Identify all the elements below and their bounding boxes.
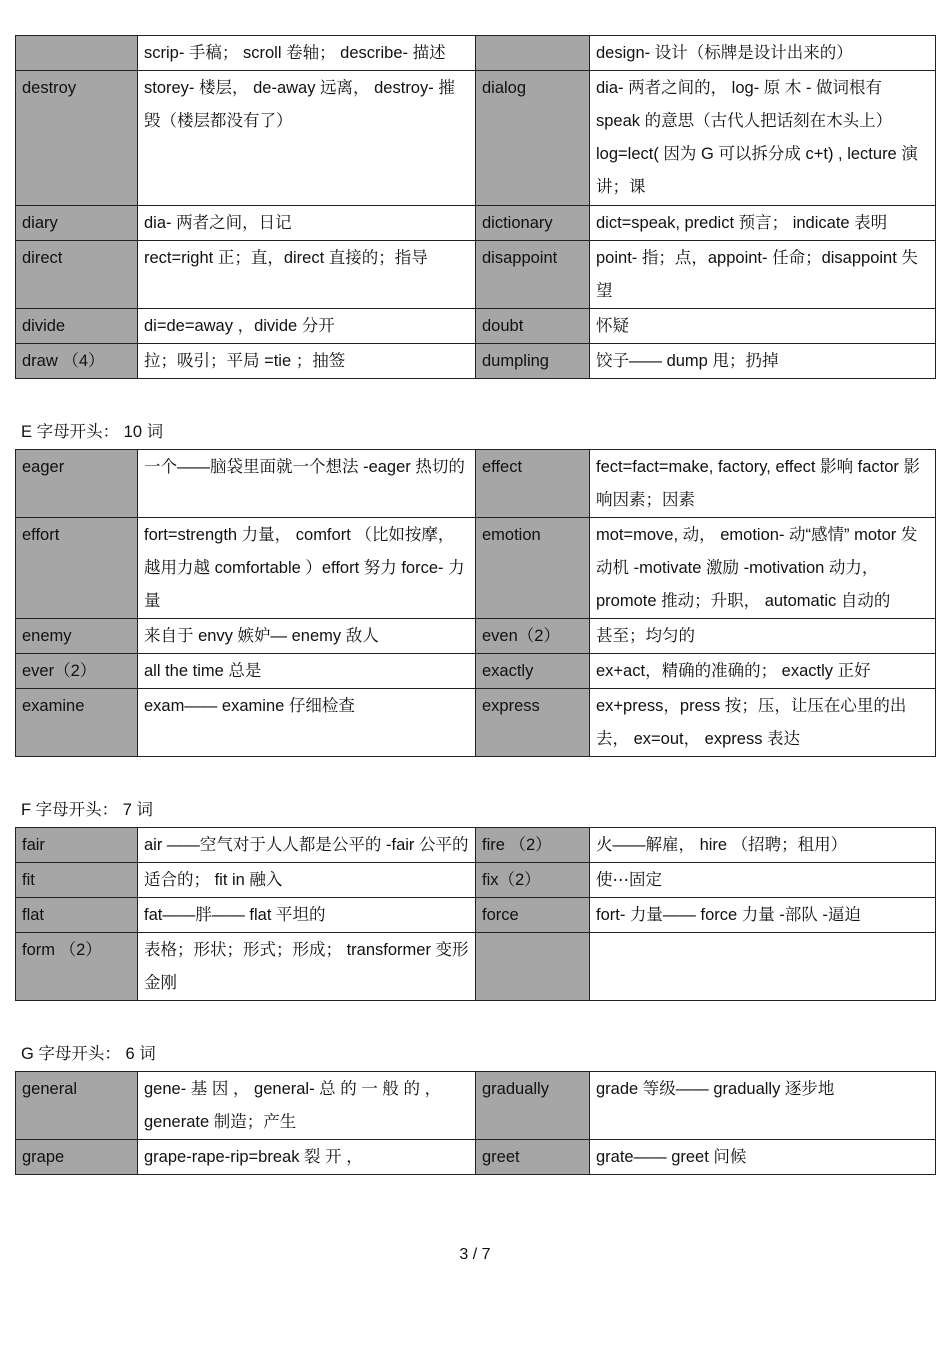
table-row — [16, 206, 936, 241]
word-cell: draw （4） — [16, 344, 138, 379]
word-cell: express — [476, 689, 590, 757]
word-cell: even（2） — [476, 619, 590, 654]
definition-cell: fat——胖—— flat 平坦的 — [138, 898, 476, 933]
word-cell: dictionary — [476, 206, 590, 241]
word-cell: direct — [16, 241, 138, 309]
word-cell: dialog — [476, 71, 590, 206]
word-cell: greet — [476, 1140, 590, 1175]
table-row — [16, 450, 936, 518]
definition-cell: fect=fact=make, factory, effect 影响 factor 影响因素；因素 — [590, 450, 936, 518]
definition-cell: storey- 楼层， de-away 远离， destroy- 摧毁（楼层都没有了） — [138, 71, 476, 206]
definition-cell: ex+act，精确的准确的； exactly 正好 — [590, 654, 936, 689]
definition-cell: grade 等级—— gradually 逐步地 — [590, 1072, 936, 1140]
definition-cell: 一个——脑袋里面就一个想法 -eager 热切的 — [138, 450, 476, 518]
vocab-table-f — [15, 827, 936, 1001]
section-title-g: G 字母开头： 6 词 — [21, 1045, 156, 1063]
table-row — [16, 828, 936, 863]
definition-cell: dia- 两者之间的， log- 原 木 - 做词根有 speak 的意思（古代人把话刻在木头上） log=lect( 因为 G 可以拆分成 c+t) , lecture 演讲；课 — [590, 71, 936, 206]
definition-cell: design- 设计（标牌是设计出来的） — [590, 36, 936, 71]
definition-cell: dia- 两者之间，日记 — [138, 206, 476, 241]
definition-cell: air ——空气对于人人都是公平的 -fair 公平的 — [138, 828, 476, 863]
word-cell: destroy — [16, 71, 138, 206]
table-row — [16, 518, 936, 619]
vocab-table-g — [15, 1071, 936, 1175]
word-cell: fix（2） — [476, 863, 590, 898]
definition-cell: mot=move, 动， emotion- 动“感情” motor 发动机 -motivate 激励 -motivation 动力， promote 推动；升职， automatic 自动的 — [590, 518, 936, 619]
table-row — [16, 1140, 936, 1175]
word-cell: grape — [16, 1140, 138, 1175]
definition-cell: di=de=away ，divide 分开 — [138, 309, 476, 344]
definition-cell: 火——解雇， hire （招聘；租用） — [590, 828, 936, 863]
word-cell — [476, 933, 590, 1001]
table-row — [16, 36, 936, 71]
definition-cell: 怀疑 — [590, 309, 936, 344]
word-cell: exactly — [476, 654, 590, 689]
word-cell: dumpling — [476, 344, 590, 379]
definition-cell: all the time 总是 — [138, 654, 476, 689]
word-cell: disappoint — [476, 241, 590, 309]
word-cell: enemy — [16, 619, 138, 654]
word-cell: effort — [16, 518, 138, 619]
word-cell: eager — [16, 450, 138, 518]
definition-cell: scrip- 手稿； scroll 卷轴； describe- 描述 — [138, 36, 476, 71]
word-cell: form （2） — [16, 933, 138, 1001]
table-row — [16, 898, 936, 933]
table-row — [16, 619, 936, 654]
page-number: 3 / 7 — [459, 1246, 491, 1263]
word-cell: effect — [476, 450, 590, 518]
word-cell: doubt — [476, 309, 590, 344]
table-row — [16, 309, 936, 344]
definition-cell: 拉；吸引；平局 =tie ；抽签 — [138, 344, 476, 379]
definition-cell: 来自于 envy 嫉妒— enemy 敌人 — [138, 619, 476, 654]
word-cell: divide — [16, 309, 138, 344]
table-row — [16, 1072, 936, 1140]
word-cell: flat — [16, 898, 138, 933]
definition-cell: fort- 力量—— force 力量 -部队 -逼迫 — [590, 898, 936, 933]
definition-cell: 表格；形状；形式；形成； transformer 变形金刚 — [138, 933, 476, 1001]
section-title-f: F 字母开头： 7 词 — [21, 801, 154, 819]
word-cell: force — [476, 898, 590, 933]
table-row — [16, 863, 936, 898]
table-row — [16, 241, 936, 309]
word-cell: fair — [16, 828, 138, 863]
word-cell — [16, 36, 138, 71]
word-cell: gradually — [476, 1072, 590, 1140]
definition-cell — [590, 933, 936, 1001]
definition-cell: gene- 基 因 ， general- 总 的 一 般 的 ， generate 制造；产生 — [138, 1072, 476, 1140]
table-row — [16, 689, 936, 757]
page-content — [15, 0, 935, 1175]
definition-cell: 甚至；均匀的 — [590, 619, 936, 654]
definition-cell: 适合的； fit in 融入 — [138, 863, 476, 898]
definition-cell: rect=right 正；直，direct 直接的；指导 — [138, 241, 476, 309]
definition-cell: fort=strength 力量， comfort （比如按摩，越用力越 comfortable ）effort 努力 force- 力量 — [138, 518, 476, 619]
word-cell: examine — [16, 689, 138, 757]
definition-cell: 使⋯固定 — [590, 863, 936, 898]
word-cell: general — [16, 1072, 138, 1140]
word-cell: fit — [16, 863, 138, 898]
definition-cell: point- 指；点，appoint- 任命；disappoint 失望 — [590, 241, 936, 309]
definition-cell: dict=speak, predict 预言； indicate 表明 — [590, 206, 936, 241]
table-row — [16, 71, 936, 206]
word-cell — [476, 36, 590, 71]
definition-cell: grate—— greet 问候 — [590, 1140, 936, 1175]
word-cell: ever（2） — [16, 654, 138, 689]
definition-cell: grape-rape-rip=break 裂 开 ， — [138, 1140, 476, 1175]
table-row — [16, 654, 936, 689]
vocab-table-d — [15, 35, 936, 379]
definition-cell: exam—— examine 仔细检查 — [138, 689, 476, 757]
vocab-table-e — [15, 449, 936, 757]
table-row — [16, 344, 936, 379]
word-cell: fire （2） — [476, 828, 590, 863]
table-row — [16, 933, 936, 1001]
word-cell: diary — [16, 206, 138, 241]
definition-cell: ex+press，press 按；压，让压在心里的出去， ex=out， express 表达 — [590, 689, 936, 757]
section-title-e: E 字母开头： 10 词 — [21, 423, 164, 441]
definition-cell: 饺子—— dump 甩；扔掉 — [590, 344, 936, 379]
word-cell: emotion — [476, 518, 590, 619]
